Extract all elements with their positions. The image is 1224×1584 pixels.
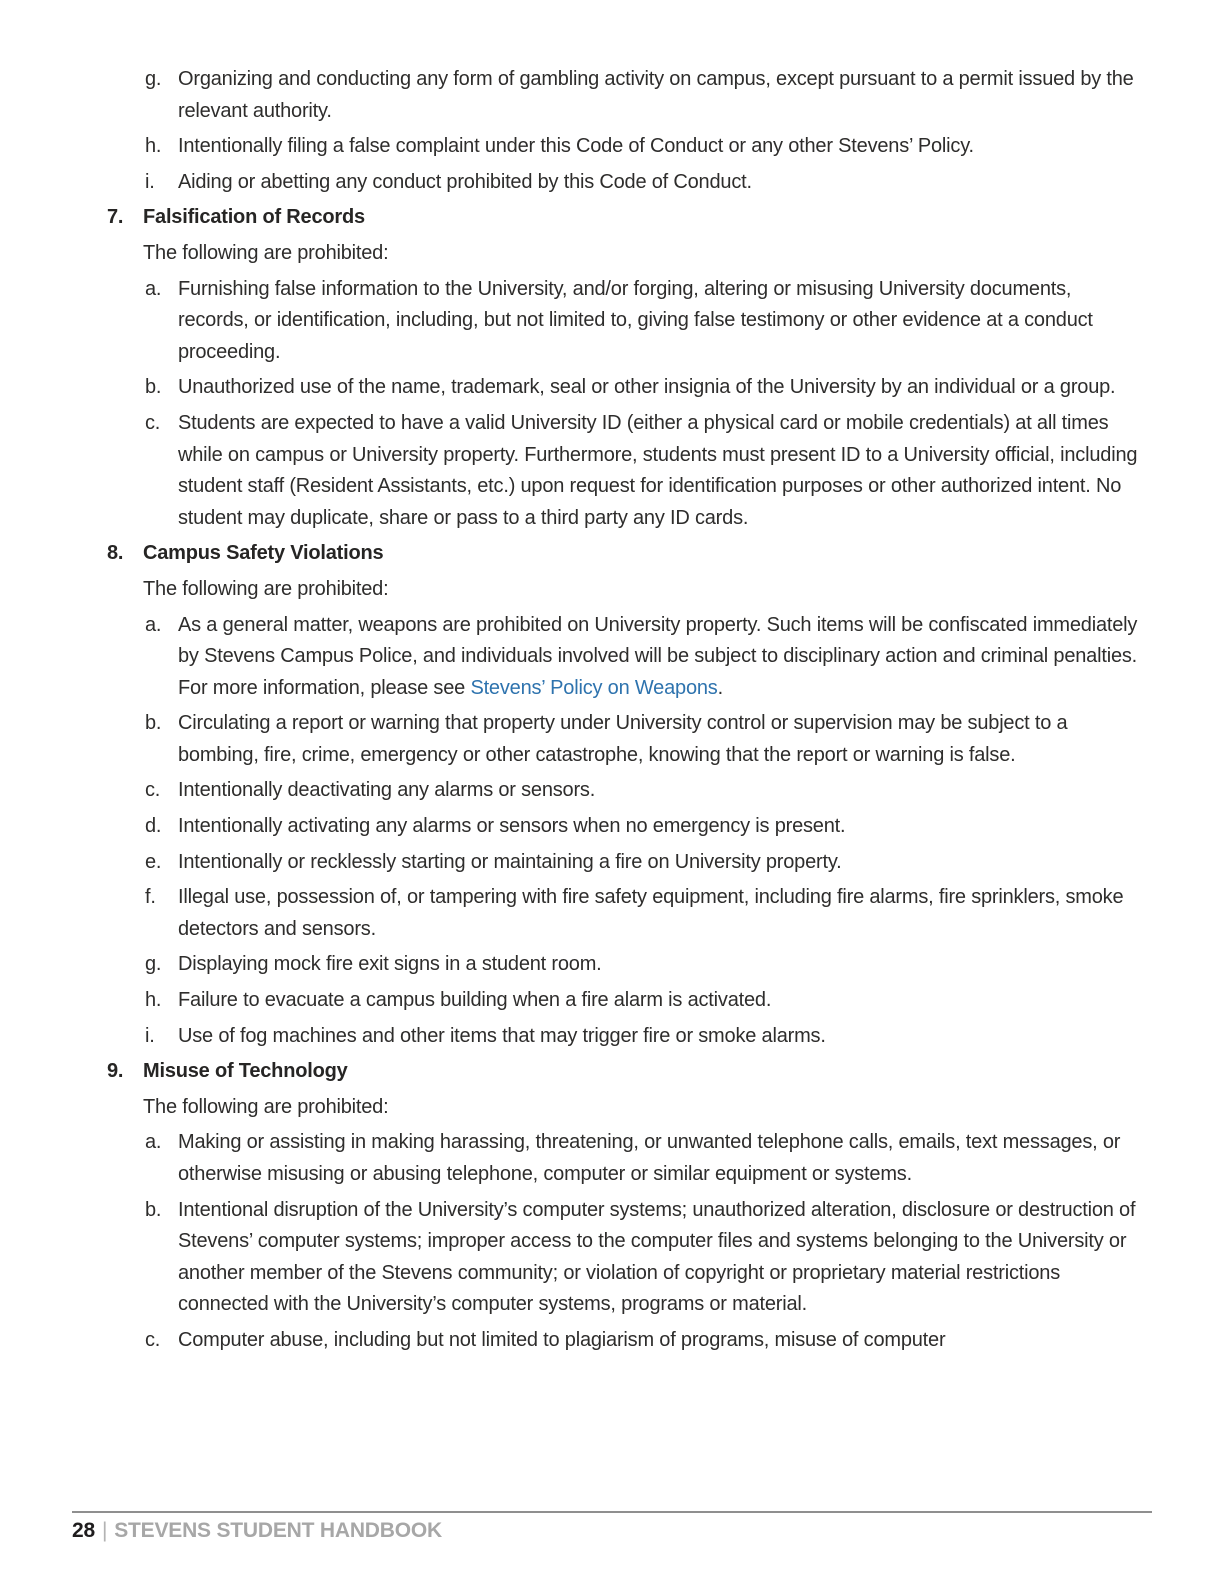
item-text: [178, 882, 1147, 945]
text-run: Circulating a report or warning that property under University control or supervision may be subject to a bombing, fire, crime, emergency or other catastrophe, knowing that the report or warning is false.: [178, 712, 1068, 766]
list-item: [145, 610, 1147, 705]
list-item: [145, 708, 1147, 771]
text-run: Intentionally activating any alarms or sensors when no emergency is present.: [178, 815, 846, 838]
list-item: [145, 1021, 1147, 1053]
item-text: [178, 1021, 1147, 1053]
list-item: [145, 372, 1147, 404]
list-item: [145, 1127, 1147, 1190]
footer-separator: |: [101, 1519, 108, 1542]
item-text: [178, 1195, 1147, 1321]
list-item: [145, 408, 1147, 534]
list-item: [145, 131, 1147, 163]
item-letter: c.: [145, 411, 161, 434]
section-heading: [107, 538, 1147, 570]
section-heading: [107, 1056, 1147, 1088]
list-item: [145, 167, 1147, 199]
item-text: [178, 985, 1147, 1017]
section-number: 7.: [107, 206, 124, 229]
item-letter: e.: [145, 850, 162, 873]
list-item: [145, 64, 1147, 127]
section-number: 9.: [107, 1060, 124, 1083]
page-number: 28: [72, 1519, 95, 1542]
item-text: [178, 847, 1147, 879]
text-run: Furnishing false information to the University, and/or forging, altering or misusing University documents, records, or identification, including, but not limited to, giving false testimony or other evidence at a conduct proceeding.: [178, 277, 1093, 363]
item-letter: c.: [145, 779, 161, 802]
section-title: Falsification of Records: [143, 206, 365, 229]
text-run: Intentionally deactivating any alarms or sensors.: [178, 779, 596, 802]
section: [107, 538, 1147, 1052]
text-run: Use of fog machines and other items that may trigger fire or smoke alarms.: [178, 1024, 826, 1047]
item-text: [178, 167, 1147, 199]
list-item: [145, 1195, 1147, 1321]
text-run: Illegal use, possession of, or tampering with fire safety equipment, including fire alarms, fire sprinklers, smoke detectors and sensors.: [178, 886, 1124, 940]
sections-container: [107, 202, 1147, 1356]
document-body: [107, 64, 1147, 1361]
item-letter: h.: [145, 989, 162, 1012]
text-run: Unauthorized use of the name, trademark, seal or other insignia of the University by an individual or a group.: [178, 376, 1116, 399]
item-letter: g.: [145, 68, 162, 90]
text-run: Intentionally or recklessly starting or maintaining a fire on University property.: [178, 850, 842, 873]
text-run: Displaying mock fire exit signs in a student room.: [178, 953, 602, 976]
text-run: Aiding or abetting any conduct prohibited by this Code of Conduct.: [178, 170, 752, 193]
item-letter: c.: [145, 1328, 161, 1351]
list-item: [145, 1325, 1147, 1357]
continuation-list: [107, 64, 1147, 198]
item-text: [178, 949, 1147, 981]
list-item: [145, 949, 1147, 981]
section: [107, 202, 1147, 534]
section-number: 8.: [107, 542, 124, 565]
text-run: Organizing and conducting any form of gambling activity on campus, except pursuant to a permit issued by the relevant authority.: [178, 68, 1134, 122]
section-lead: The following are prohibited:: [143, 1095, 389, 1118]
item-letter: b.: [145, 1198, 162, 1221]
text-run: Intentionally filing a false complaint under this Code of Conduct or any other Stevens’ Policy.: [178, 135, 974, 158]
list-item: [145, 847, 1147, 879]
weapons-policy-link[interactable]: Stevens’ Policy on Weapons: [470, 676, 718, 699]
item-letter: f.: [145, 886, 156, 909]
section-lead: The following are prohibited:: [143, 577, 389, 600]
text-run: .: [717, 676, 723, 699]
item-text: [178, 274, 1147, 369]
item-letter: a.: [145, 277, 162, 300]
item-text: [178, 811, 1147, 843]
item-letter: a.: [145, 613, 162, 636]
text-run: Computer abuse, including but not limited to plagiarism of programs, misuse of computer: [178, 1328, 946, 1351]
item-letter: i.: [145, 1024, 155, 1047]
item-letter: h.: [145, 135, 162, 158]
item-text: [178, 708, 1147, 771]
list-item: [145, 775, 1147, 807]
item-text: [178, 775, 1147, 807]
list-item: [145, 811, 1147, 843]
section-heading: [107, 202, 1147, 234]
text-run: Students are expected to have a valid University ID (either a physical card or mobile credentials) at all times while on campus or University property. Furthermore, students must present ID to a University official, including student staff (Resident Assistants, etc.) upon request for identification purposes or other authorized intent. No student may duplicate, share or pass to a third party any ID cards.: [178, 411, 1138, 529]
list-item: [145, 274, 1147, 369]
item-text: [178, 1325, 1147, 1357]
section: [107, 1056, 1147, 1356]
item-text: [178, 408, 1147, 534]
section-title: Misuse of Technology: [143, 1060, 348, 1083]
list-item: [145, 882, 1147, 945]
text-run: As a general matter, weapons are prohibited on University property. Such items will be confiscated immediately by Stevens Campus Police, and individuals involved will be subject to disciplinary action and criminal penalties. For more information, please see: [178, 613, 1138, 699]
list-item: [145, 985, 1147, 1017]
text-run: Failure to evacuate a campus building when a fire alarm is activated.: [178, 989, 772, 1012]
text-run: Intentional disruption of the University’s computer systems; unauthorized alteration, disclosure or destruction of Stevens’ computer systems; improper access to the computer files and systems belonging to the University or another member of the Stevens community; or violation of copyright or proprietary material restrictions connected with the University’s computer systems, programs or material.: [178, 1198, 1136, 1316]
item-text: [178, 372, 1147, 404]
item-letter: a.: [145, 1131, 162, 1154]
section-title: Campus Safety Violations: [143, 542, 384, 565]
item-letter: b.: [145, 376, 162, 399]
page-footer: [72, 1518, 442, 1544]
item-letter: i.: [145, 170, 155, 193]
item-text: [178, 610, 1147, 705]
section-lead: The following are prohibited:: [143, 241, 389, 264]
handbook-title: STEVENS STUDENT HANDBOOK: [114, 1519, 442, 1542]
item-letter: d.: [145, 815, 162, 838]
text-run: Making or assisting in making harassing, threatening, or unwanted telephone calls, emails, text messages, or otherwise misusing or abusing telephone, computer or similar equipment or systems.: [178, 1131, 1121, 1185]
item-letter: b.: [145, 712, 162, 735]
item-letter: g.: [145, 953, 162, 976]
item-text: [178, 131, 1147, 163]
footer-rule: [72, 1511, 1152, 1513]
item-text: [178, 64, 1147, 127]
item-text: [178, 1127, 1147, 1190]
